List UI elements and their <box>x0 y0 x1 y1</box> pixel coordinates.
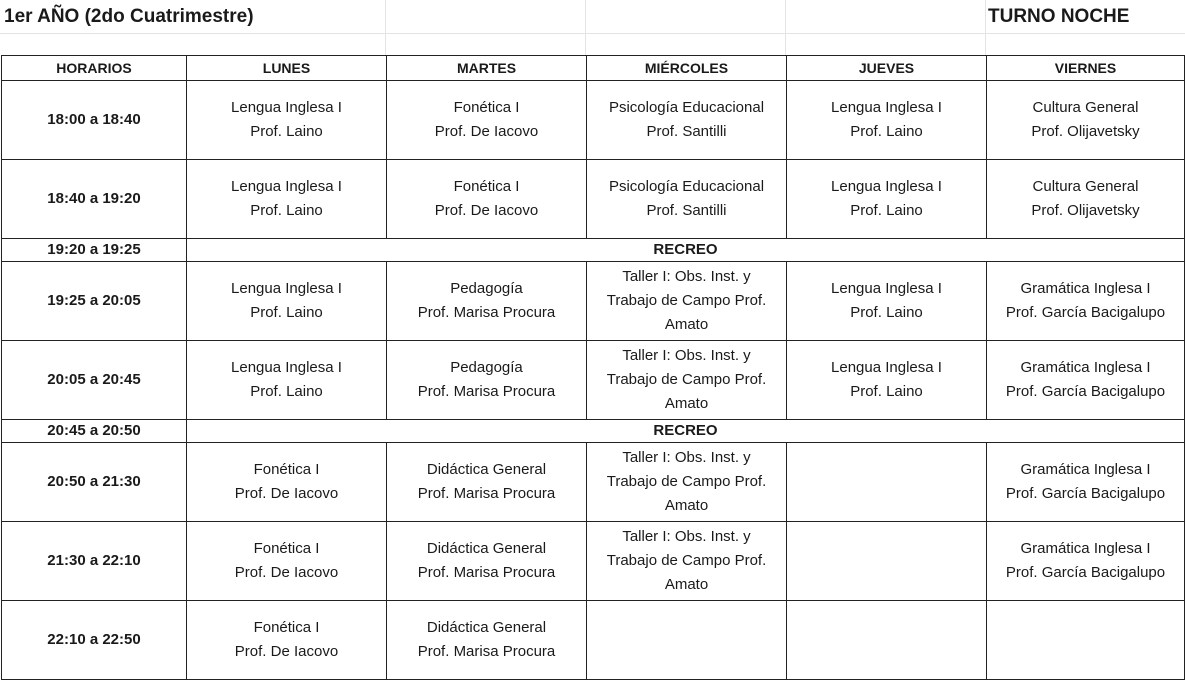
recreo-cell: RECREO <box>187 239 1185 262</box>
time-cell: 18:00 a 18:40 <box>2 81 187 160</box>
class-text: Gramática Inglesa I Prof. García Bacigalupo <box>1005 540 1166 581</box>
class-text: Fonética I Prof. De Iacovo <box>434 99 539 140</box>
class-text: Lengua Inglesa I Prof. Laino <box>831 99 942 140</box>
class-cell <box>587 443 787 522</box>
class-text: Cultura General Prof. Olijavetsky <box>1031 178 1140 219</box>
class-text: Didáctica General Prof. Marisa Procura <box>417 619 556 660</box>
class-cell <box>587 262 787 341</box>
class-cell <box>187 160 387 239</box>
class-cell <box>987 601 1185 680</box>
table-row <box>2 601 1185 680</box>
class-cell <box>387 601 587 680</box>
class-text: Psicología Educacional Prof. Santilli <box>608 99 765 140</box>
time-cell: 18:40 a 19:20 <box>2 160 187 239</box>
class-cell <box>187 443 387 522</box>
class-cell <box>187 522 387 601</box>
class-text: Taller I: Obs. Inst. y Trabajo de Campo Prof. Amato <box>606 528 767 593</box>
time-cell: 22:10 a 22:50 <box>2 601 187 680</box>
time-cell: 20:45 a 20:50 <box>2 420 187 443</box>
class-cell <box>387 262 587 341</box>
class-text: Cultura General Prof. Olijavetsky <box>1031 99 1140 140</box>
class-text: Lengua Inglesa I Prof. Laino <box>231 178 342 219</box>
class-text: Lengua Inglesa I Prof. Laino <box>231 99 342 140</box>
gridline <box>0 33 1185 34</box>
class-text: Pedagogía Prof. Marisa Procura <box>417 359 556 400</box>
class-cell <box>587 341 787 420</box>
class-cell <box>987 443 1185 522</box>
class-text: Taller I: Obs. Inst. y Trabajo de Campo Prof. Amato <box>606 449 767 514</box>
break-row <box>2 420 1185 443</box>
class-text: Fonética I Prof. De Iacovo <box>434 178 539 219</box>
class-cell <box>787 81 987 160</box>
class-text: Gramática Inglesa I Prof. García Bacigalupo <box>1005 280 1166 321</box>
time-cell: 19:20 a 19:25 <box>2 239 187 262</box>
class-text: Gramática Inglesa I Prof. García Bacigalupo <box>1005 359 1166 400</box>
table-row <box>2 443 1185 522</box>
page-title: 1er AÑO (2do Cuatrimestre) <box>4 6 254 27</box>
title-row <box>0 0 1185 36</box>
gridline <box>785 0 786 55</box>
table-row <box>2 341 1185 420</box>
class-cell <box>787 341 987 420</box>
class-cell <box>587 522 787 601</box>
class-cell <box>187 341 387 420</box>
col-header-miercoles: MIÉRCOLES <box>587 56 787 81</box>
class-text: Lengua Inglesa I Prof. Laino <box>831 280 942 321</box>
gridline <box>985 0 986 55</box>
time-cell: 20:05 a 20:45 <box>2 341 187 420</box>
blank-row <box>0 36 1185 56</box>
recreo-cell: RECREO <box>187 420 1185 443</box>
col-header-horarios: HORARIOS <box>2 56 187 81</box>
class-cell <box>987 522 1185 601</box>
class-text: Psicología Educacional Prof. Santilli <box>608 178 765 219</box>
class-cell <box>987 262 1185 341</box>
break-row <box>2 239 1185 262</box>
col-header-martes: MARTES <box>387 56 587 81</box>
table-row <box>2 522 1185 601</box>
class-cell <box>587 81 787 160</box>
col-header-jueves: JUEVES <box>787 56 987 81</box>
class-text: Didáctica General Prof. Marisa Procura <box>417 540 556 581</box>
time-cell: 20:50 a 21:30 <box>2 443 187 522</box>
class-cell <box>587 160 787 239</box>
class-text: Lengua Inglesa I Prof. Laino <box>831 178 942 219</box>
class-text: Fonética I Prof. De Iacovo <box>234 461 339 502</box>
class-text: Lengua Inglesa I Prof. Laino <box>831 359 942 400</box>
header-row <box>2 56 1185 81</box>
shift-label: TURNO NOCHE <box>988 6 1130 27</box>
class-cell <box>387 341 587 420</box>
class-text: Taller I: Obs. Inst. y Trabajo de Campo Prof. Amato <box>606 347 767 412</box>
class-text: Didáctica General Prof. Marisa Procura <box>417 461 556 502</box>
class-cell <box>587 601 787 680</box>
class-cell <box>787 443 987 522</box>
class-cell <box>187 601 387 680</box>
class-cell <box>787 601 987 680</box>
class-text: Lengua Inglesa I Prof. Laino <box>231 359 342 400</box>
table-row <box>2 160 1185 239</box>
class-cell <box>987 160 1185 239</box>
time-cell: 19:25 a 20:05 <box>2 262 187 341</box>
class-text: Lengua Inglesa I Prof. Laino <box>231 280 342 321</box>
schedule-table <box>1 55 1185 680</box>
time-cell: 21:30 a 22:10 <box>2 522 187 601</box>
class-cell <box>987 341 1185 420</box>
col-header-viernes: VIERNES <box>987 56 1185 81</box>
class-text: Fonética I Prof. De Iacovo <box>234 619 339 660</box>
class-text: Taller I: Obs. Inst. y Trabajo de Campo Prof. Amato <box>606 268 767 333</box>
class-cell <box>787 160 987 239</box>
class-cell <box>787 522 987 601</box>
class-cell <box>787 262 987 341</box>
class-cell <box>187 81 387 160</box>
gridline <box>585 0 586 55</box>
class-cell <box>387 522 587 601</box>
table-row <box>2 262 1185 341</box>
class-cell <box>387 443 587 522</box>
class-text: Gramática Inglesa I Prof. García Bacigalupo <box>1005 461 1166 502</box>
class-cell <box>387 160 587 239</box>
class-cell <box>387 81 587 160</box>
class-cell <box>187 262 387 341</box>
class-text: Pedagogía Prof. Marisa Procura <box>417 280 556 321</box>
class-cell <box>987 81 1185 160</box>
table-row <box>2 81 1185 160</box>
gridline <box>385 0 386 55</box>
col-header-lunes: LUNES <box>187 56 387 81</box>
class-text: Fonética I Prof. De Iacovo <box>234 540 339 581</box>
